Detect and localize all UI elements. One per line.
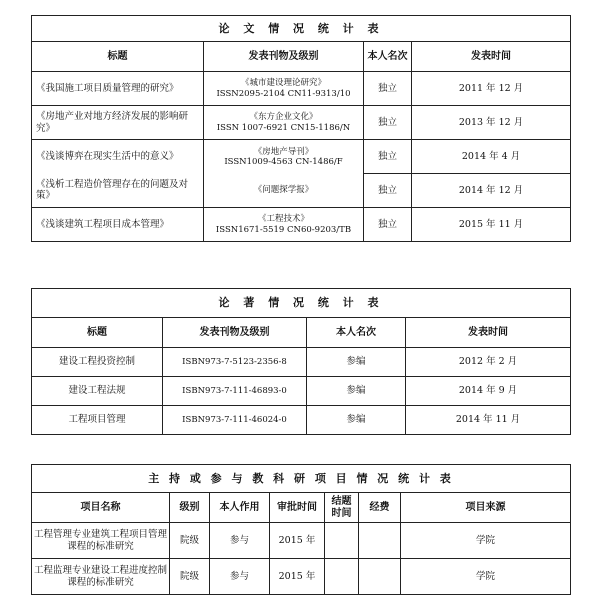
paper-date: 2015 年 11 月: [412, 208, 571, 242]
project-approve: 2015 年: [270, 559, 325, 595]
paper-rank: 独立: [364, 72, 412, 106]
books-header-date: 发表时间: [406, 318, 571, 348]
paper-title: 《浅谈建筑工程项目成本管理》: [32, 208, 204, 242]
journal-name: 《房地产导刊》: [253, 146, 314, 157]
table-row: [32, 559, 571, 595]
projects-header-approve: 审批时间: [270, 493, 325, 523]
project-end: [325, 523, 359, 559]
books-table: [31, 288, 571, 435]
papers-header-journal: 发表刊物及级别: [204, 42, 364, 72]
paper-rank: 独立: [364, 174, 412, 208]
book-date: 2014 年 11 月: [406, 406, 571, 435]
paper-rank: 独立: [364, 208, 412, 242]
books-table-title: 论 著 情 况 统 计 表: [32, 289, 571, 318]
paper-date: 2014 年 12 月: [412, 174, 571, 208]
table-row: [32, 348, 571, 377]
journal-name: 《工程技术》: [257, 214, 309, 225]
table-row: [32, 174, 571, 208]
projects-table-title: 主 持 或 参 与 教 科 研 项 目 情 况 统 计 表: [32, 465, 571, 493]
paper-title: 《浅谈博弈在现实生活中的意义》: [32, 140, 204, 174]
paper-journal: [204, 106, 364, 140]
paper-title: 《浅析工程造价管理存在的问题及对策》: [32, 174, 204, 208]
project-funds: [359, 559, 401, 595]
journal-issn: ISSN1671-5519 CN60-9203/TB: [215, 224, 352, 235]
project-approve: 2015 年: [270, 523, 325, 559]
paper-date: 2014 年 4 月: [412, 140, 571, 174]
paper-title: 《房地产业对地方经济发展的影响研究》: [32, 106, 204, 140]
table-row: [32, 523, 571, 559]
projects-header-level: 级别: [170, 493, 210, 523]
book-date: 2012 年 2 月: [406, 348, 571, 377]
journal-issn: ISSN2095-2104 CN11-9313/10: [216, 88, 351, 99]
book-date: 2014 年 9 月: [406, 377, 571, 406]
books-header-rank: 本人名次: [307, 318, 406, 348]
project-name: 工程管理专业建筑工程项目管理课程的标准研究: [32, 523, 170, 559]
project-role: 参与: [210, 559, 270, 595]
paper-title: 《我国施工项目质量管理的研究》: [32, 72, 204, 106]
paper-journal: [204, 208, 364, 242]
book-title: 建设工程法规: [32, 377, 163, 406]
table-row: [32, 72, 571, 106]
project-level: 院级: [170, 559, 210, 595]
papers-header-title: 标题: [32, 42, 204, 72]
projects-header-role: 本人作用: [210, 493, 270, 523]
table-row: [32, 140, 571, 174]
book-rank: 参编: [307, 348, 406, 377]
project-source: 学院: [401, 559, 571, 595]
book-isbn: ISBN973-7-111-46024-0: [163, 406, 307, 435]
books-header-journal: 发表刊物及级别: [163, 318, 307, 348]
projects-header-name: 项目名称: [32, 493, 170, 523]
project-role: 参与: [210, 523, 270, 559]
book-title: 建设工程投资控制: [32, 348, 163, 377]
project-end: [325, 559, 359, 595]
table-row: [32, 106, 571, 140]
project-source: 学院: [401, 523, 571, 559]
paper-rank: 独立: [364, 140, 412, 174]
book-rank: 参编: [307, 377, 406, 406]
papers-table-title: 论 文 情 况 统 计 表: [32, 16, 571, 42]
papers-header-rank: 本人名次: [364, 42, 412, 72]
projects-header-funds: 经费: [359, 493, 401, 523]
papers-table: [31, 15, 571, 242]
project-name: 工程监理专业建设工程进度控制课程的标准研究: [32, 559, 170, 595]
journal-name: 《城市建设理论研究》: [240, 78, 326, 89]
book-isbn: ISBN973-7-111-46893-0: [163, 377, 307, 406]
paper-date: 2011 年 12 月: [412, 72, 571, 106]
book-rank: 参编: [307, 406, 406, 435]
paper-journal: [204, 72, 364, 106]
journal-issn: ISSN 1007-6921 CN15-1186/N: [216, 122, 351, 133]
book-title: 工程项目管理: [32, 406, 163, 435]
paper-rank: 独立: [364, 106, 412, 140]
table-row: [32, 208, 571, 242]
table-row: [32, 377, 571, 406]
journal-issn: ISSN1009-4563 CN-1486/F: [224, 156, 343, 167]
journal-name: 《东方企业文化》: [249, 112, 318, 123]
paper-date: 2013 年 12 月: [412, 106, 571, 140]
paper-journal: [204, 174, 364, 208]
books-header-title: 标题: [32, 318, 163, 348]
table-row: [32, 406, 571, 435]
project-level: 院级: [170, 523, 210, 559]
papers-header-date: 发表时间: [412, 42, 571, 72]
book-isbn: ISBN973-7-5123-2356-8: [163, 348, 307, 377]
projects-header-source: 项目来源: [401, 493, 571, 523]
project-funds: [359, 523, 401, 559]
paper-journal: [204, 140, 364, 174]
projects-table: [31, 464, 571, 595]
projects-header-end: 结题时间: [325, 493, 359, 523]
journal-name: 《问题探学报》: [253, 185, 314, 196]
